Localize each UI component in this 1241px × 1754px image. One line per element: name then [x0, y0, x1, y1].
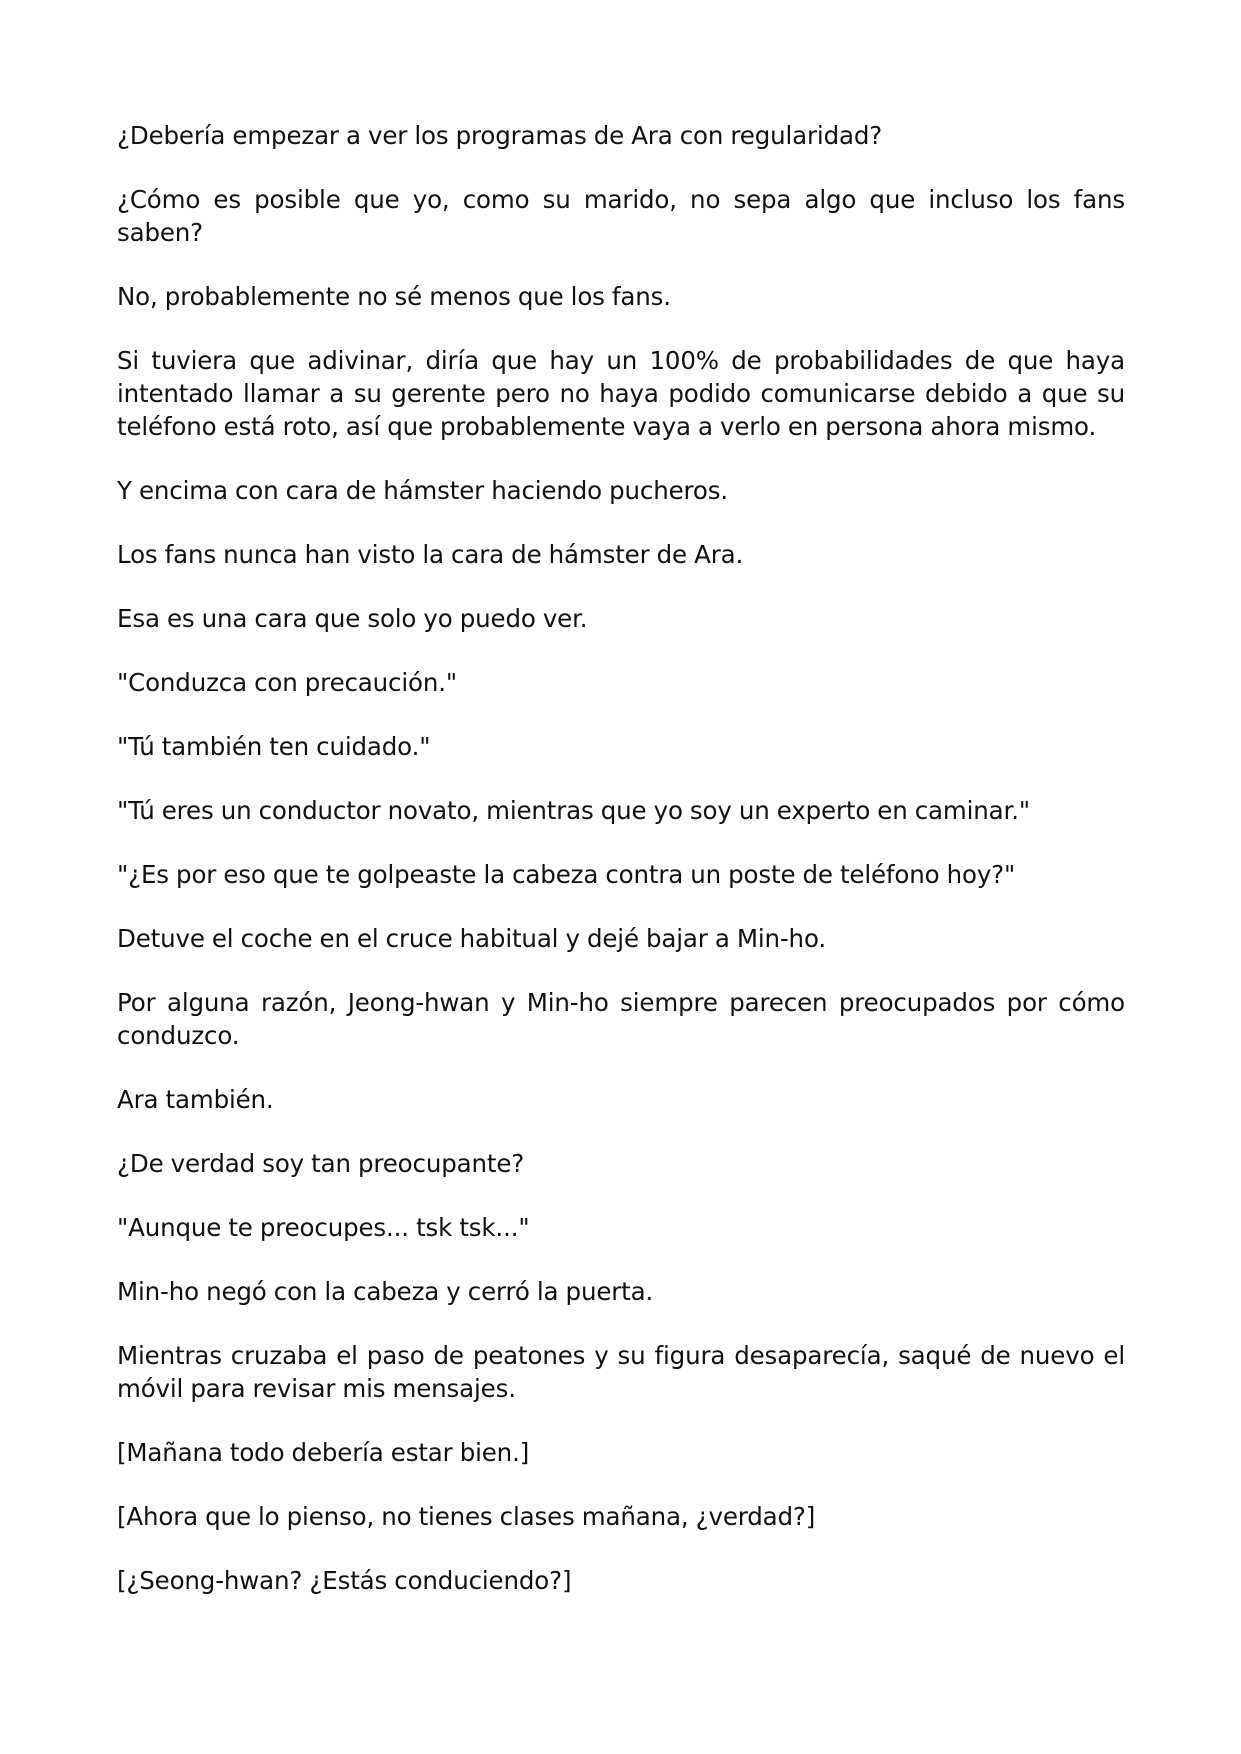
dialogue-line: "Aunque te preocupes... tsk tsk...": [117, 1213, 530, 1242]
paragraph: Ara también.: [117, 1085, 274, 1114]
paragraph: Esa es una cara que solo yo puedo ver.: [117, 604, 588, 633]
paragraph: Min-ho negó con la cabeza y cerró la puerta.: [117, 1277, 654, 1306]
paragraph: Los fans nunca han visto la cara de hámster de Ara.: [117, 540, 744, 569]
paragraph: Y encima con cara de hámster haciendo pucheros.: [117, 476, 728, 505]
dialogue-line: "Tú eres un conductor novato, mientras que yo soy un experto en caminar.": [117, 796, 1030, 825]
paragraph: ¿Cómo es posible que yo, como su marido, no sepa algo que incluso los fans saben?: [117, 185, 1125, 247]
paragraph: Detuve el coche en el cruce habitual y dejé bajar a Min-ho.: [117, 924, 826, 953]
paragraph: No, probablemente no sé menos que los fans.: [117, 282, 671, 311]
paragraph: ¿Debería empezar a ver los programas de Ara con regularidad?: [117, 121, 883, 150]
paragraph: Por alguna razón, Jeong-hwan y Min-ho siempre parecen preocupados por cómo conduzco.: [117, 988, 1125, 1050]
dialogue-line: "¿Es por eso que te golpeaste la cabeza contra un poste de teléfono hoy?": [117, 860, 1016, 889]
paragraph: ¿De verdad soy tan preocupante?: [117, 1149, 525, 1178]
document-body: [117, 119, 1125, 1597]
message-line: [¿Seong-hwan? ¿Estás conduciendo?]: [117, 1566, 572, 1595]
message-line: [Mañana todo debería estar bien.]: [117, 1438, 530, 1467]
dialogue-line: "Conduzca con precaución.": [117, 668, 458, 697]
paragraph: Mientras cruzaba el paso de peatones y su figura desaparecía, saqué de nuevo el móvil para revisar mis mensajes.: [117, 1341, 1125, 1403]
dialogue-line: "Tú también ten cuidado.": [117, 732, 431, 761]
message-line: [Ahora que lo pienso, no tienes clases mañana, ¿verdad?]: [117, 1502, 816, 1531]
paragraph: Si tuviera que adivinar, diría que hay un 100% de probabilidades de que haya intentado llamar a su gerente pero no haya podido comunicarse debido a que su teléfono está roto, así que probablemente vaya a verlo en persona ahora mismo.: [117, 346, 1125, 441]
